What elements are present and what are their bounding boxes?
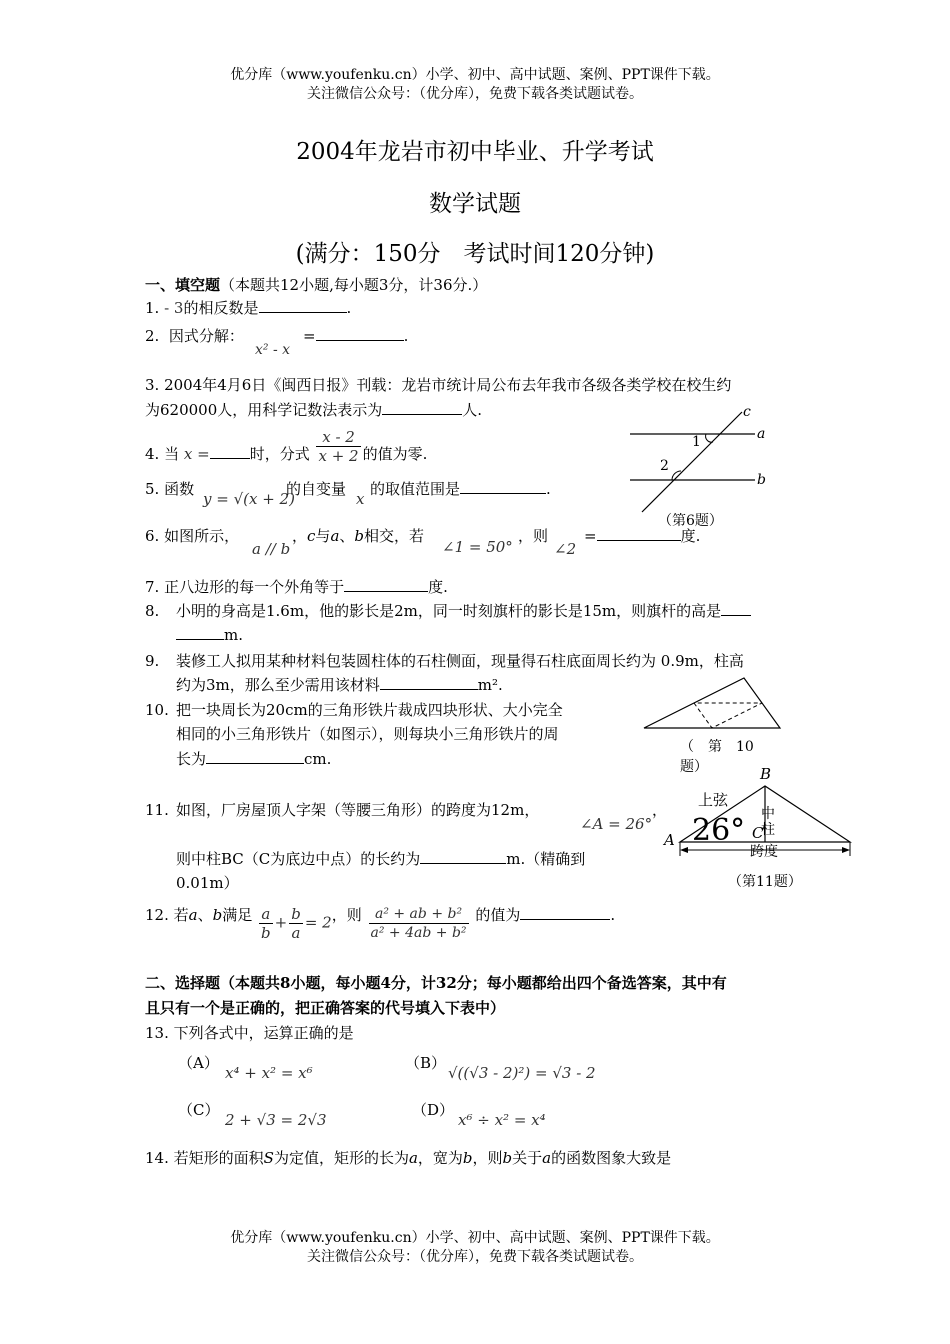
q11-arrow-right	[842, 847, 850, 853]
q5-rest2	[370, 479, 551, 499]
q5-expr: y = √(x + 2)	[203, 490, 295, 508]
q13-option-c-expr-wrap	[225, 1110, 327, 1130]
q6-angle1-arc	[706, 434, 713, 442]
q1-number: 1.	[145, 299, 160, 317]
q11-comma: ，	[652, 801, 668, 819]
q14-text1: 若矩形的面积	[173, 1149, 264, 1167]
q6-expr1-wrap	[252, 539, 290, 559]
q13-option-d-label: （D）	[412, 1101, 455, 1119]
question-8	[145, 601, 159, 621]
question-12	[145, 905, 615, 942]
exam-subject: 数学试题	[429, 191, 521, 217]
q6-text5-wrap	[518, 526, 548, 546]
q14-S: S	[263, 1149, 274, 1167]
q10-caption-2: 题）	[680, 759, 708, 775]
q9-line-1: 装修工人拟用某种材料包装圆柱体的石柱侧面，现量得石柱底面周长约为 0.9m，柱高	[176, 652, 744, 670]
footer-line-2: 关注微信公众号：（优分库），免费下载各类试题试卷。	[307, 1249, 643, 1265]
question-3-line-2	[145, 400, 482, 420]
q11-line-1: 如图，厂房屋顶人字架（等腰三角形）的跨度为12m，	[176, 801, 540, 819]
footer-line-1: 优分库（www.youfenku.cn）小学、初中、高中试题、案例、PPT课件下载。	[230, 1230, 720, 1246]
q2-expr: x² - x	[255, 342, 291, 358]
question-6	[145, 526, 239, 546]
q13-option-c-expr: 2 + √3 = 2√3	[225, 1111, 327, 1129]
q11-label-span: 跨度	[750, 844, 778, 860]
q4-text1: 当	[164, 444, 180, 463]
exam-info: (满分：150分 考试时间120分钟)	[295, 241, 655, 267]
question-2	[145, 326, 244, 346]
header-line-1: 优分库（www.youfenku.cn）小学、初中、高中试题、案例、PPT课件下载。	[230, 67, 720, 83]
q5-expr-wrap	[203, 489, 295, 509]
q14-text2: 为定值，矩形的长为	[273, 1149, 409, 1167]
q13-option-b-expr: √((√3 - 2)²) = √3 - 2	[448, 1064, 596, 1082]
q3-end: 人.	[462, 401, 483, 419]
q11-end: m.（精确到	[506, 850, 586, 868]
q11-expr: ∠A = 26°	[580, 815, 653, 833]
q12-f3-denominator: a² + 4ab + b²	[370, 925, 467, 941]
q13-option-c-label: （C）	[178, 1101, 220, 1119]
q12-text2: 满足	[222, 905, 253, 924]
header-line-2: 关注微信公众号：（优分库），免费下载各类试题试卷。	[307, 86, 643, 102]
q10-figure	[640, 672, 785, 732]
q14-a2: a	[542, 1149, 552, 1167]
q6-answer-blank[interactable]	[597, 526, 681, 541]
q14-number: 14.	[145, 1149, 169, 1167]
q6-text4: 相交，若	[364, 527, 425, 545]
q6-text6: =	[584, 527, 597, 545]
section2-line-2: 且只有一个是正确的，把正确答案的代号填入下表中）	[145, 999, 506, 1017]
q12-number: 12.	[145, 905, 169, 924]
section1-header	[145, 275, 487, 295]
question-13-stem: 13. 下列各式中，运算正确的是	[145, 1024, 354, 1042]
q11-label-A: A	[664, 831, 675, 849]
q12-sep: 、	[197, 905, 213, 924]
q5-text2: 的自变量	[286, 480, 347, 498]
q6-end: 度.	[680, 527, 701, 545]
q6-c: c	[307, 527, 316, 545]
q6-label-2: 2	[660, 458, 669, 474]
q11-arrow-left	[680, 847, 688, 853]
q8-answer-blank-1[interactable]	[721, 601, 751, 616]
q5-rest	[286, 479, 346, 499]
q1-end: .	[346, 299, 352, 317]
q13-option-a-expr: x⁴ + x² = x⁶	[225, 1064, 313, 1082]
q12-end: .	[610, 905, 616, 924]
q9-end: m².	[477, 676, 503, 694]
q12-b: b	[212, 905, 223, 924]
q12-plus: +	[274, 913, 288, 932]
q4-number: 4.	[145, 444, 160, 463]
q6-line-c	[642, 412, 742, 512]
q10-text: 长为	[176, 750, 207, 768]
q13-option-d[interactable]	[412, 1100, 454, 1120]
q13-option-b-label: （B）	[405, 1054, 447, 1072]
q12-f2-denominator: a	[291, 924, 301, 942]
q6-number: 6.	[145, 527, 160, 545]
q2-equals: =	[303, 327, 316, 345]
q6-expr2-wrap	[442, 537, 513, 557]
q14-b: b	[462, 1149, 473, 1167]
q11-text: 则中柱BC（C为底边中点）的长约为	[176, 850, 421, 868]
q9-number: 9.	[145, 652, 160, 670]
q3-text: 为620000人，用科学记数法表示为	[145, 401, 383, 419]
q13-option-b-expr-wrap	[448, 1063, 596, 1083]
q13-option-a[interactable]	[178, 1053, 219, 1073]
q13-option-b[interactable]	[405, 1053, 446, 1073]
q2-answer-blank[interactable]	[316, 326, 404, 341]
q6-text5: ，则	[518, 527, 549, 545]
q8-number: 8.	[145, 602, 160, 620]
q12-text3: ，则	[331, 905, 362, 924]
q10-end: cm.	[304, 750, 332, 768]
q13-option-d-expr: x⁶ ÷ x² = x⁴	[458, 1111, 546, 1129]
q13-option-c[interactable]	[178, 1100, 219, 1120]
q12-f1-numerator: a	[259, 905, 273, 924]
q12-answer-blank[interactable]	[520, 905, 610, 920]
q10-line-2: 相同的小三角形铁片（如图示），则每块小三角形铁片的周	[176, 725, 559, 743]
q6-label-1: 1	[692, 434, 701, 450]
q8-line-1	[176, 601, 751, 621]
q14-text3: ，宽为	[417, 1149, 463, 1167]
q12-fraction-3	[369, 905, 469, 942]
q11-label-C: C	[752, 824, 764, 842]
q5-var-wrap	[356, 489, 364, 509]
q6-caption: （第6题）	[658, 513, 723, 529]
q8-answer-blank-2[interactable]	[176, 625, 224, 640]
q11-answer-blank[interactable]	[420, 849, 506, 864]
question-3-line-1: 3. 2004年4月6日《闽西日报》刊载：龙岩市统计局公布去年我市各级各类学校在校生约	[145, 376, 732, 394]
q1-text: 的相反数是	[183, 299, 259, 317]
q10-line-1: 把一块周长为20cm的三角形铁片裁成四块形状、大小完全	[176, 701, 563, 719]
question-9	[145, 651, 159, 671]
q6-expr3-wrap	[554, 539, 576, 559]
q2-text: 因式分解：	[168, 327, 244, 345]
q2-number: 2.	[145, 327, 160, 345]
q6-text2: ，	[292, 527, 308, 545]
q14-b2: b	[502, 1149, 513, 1167]
q11-line-2	[176, 849, 585, 869]
q12-fraction-2	[289, 905, 303, 942]
question-11	[145, 800, 169, 820]
section2-line-1: 二、选择题（本题共8小题，每小题4分，计32分；每小题都给出四个备选答案，其中有	[145, 974, 727, 992]
q10-line-3	[176, 749, 331, 769]
q11-label-post-2: 柱	[761, 822, 775, 838]
q9-line-2	[176, 675, 503, 695]
q6-expr2: ∠1 = 50°	[442, 538, 513, 556]
q13-option-a-expr-wrap	[225, 1063, 313, 1083]
q7-end: 度.	[428, 578, 448, 596]
q1-expr: - 3	[164, 299, 184, 317]
q10-midline-triangle	[694, 703, 762, 728]
q6-a: a	[330, 527, 340, 545]
q11-figure	[660, 762, 855, 892]
exam-title: 2004年龙岩市初中毕业、升学考试	[296, 139, 654, 165]
section1-heading: 一、填空题	[145, 276, 221, 294]
q4-fraction	[316, 428, 360, 465]
q12-f3-numerator: a² + ab + b²	[369, 905, 469, 924]
question-4	[145, 428, 427, 465]
q10-caption-1: （ 第 10	[680, 739, 754, 755]
q8-text: 小明的身高是1.6m，他的影长是2m，同一时刻旗杆的影长是15m，则旗杆的高是	[176, 602, 722, 620]
q12-equals: = 2	[304, 913, 332, 932]
q10-number: 10.	[145, 701, 169, 719]
q1-answer-blank[interactable]	[259, 298, 347, 313]
q12-f2-numerator: b	[291, 905, 301, 923]
q2-answer-wrap	[303, 326, 408, 346]
question-1	[145, 298, 351, 318]
q7-text: 7. 正八边形的每一个外角等于	[145, 578, 345, 596]
section1-note: （本题共12小题,每小题3分，计36分.）	[220, 276, 488, 294]
q7-answer-blank[interactable]	[344, 577, 428, 592]
question-7	[145, 577, 448, 597]
q11-label-post-1: 中	[761, 806, 775, 822]
q4-fraction-numerator: x - 2	[316, 428, 360, 447]
q11-label-B: B	[760, 765, 772, 783]
q6-mid	[292, 526, 424, 546]
q5-text1: 函数	[164, 480, 195, 498]
q12-fraction-1	[259, 905, 273, 942]
q4-answer-blank[interactable]	[210, 444, 250, 459]
q4-fraction-denominator: x + 2	[318, 447, 359, 465]
q11-label-angle: 26°	[692, 813, 746, 848]
q13-option-d-expr-wrap	[458, 1110, 546, 1130]
q6-label-a: a	[757, 426, 766, 442]
q11-caption: （第11题）	[728, 874, 802, 890]
q6-sep: 、	[339, 527, 355, 545]
q5-var: x	[356, 490, 365, 508]
q2-expr-wrap	[255, 340, 290, 360]
q12-text1: 若	[173, 905, 189, 924]
q6-label-b: b	[757, 472, 766, 488]
q11-number: 11.	[145, 801, 169, 819]
q10-answer-blank[interactable]	[206, 749, 304, 764]
q11-label-top-chord: 上弦	[698, 791, 729, 809]
q13-option-a-label: （A）	[178, 1054, 219, 1072]
q5-answer-blank[interactable]	[460, 479, 546, 494]
q14-text5: 关于	[512, 1149, 543, 1167]
q5-number: 5.	[145, 480, 160, 498]
q4-text2: 时，分式	[249, 444, 310, 463]
q6-label-c: c	[743, 404, 751, 420]
q9-text: 约为3m，那么至少需用该材料	[176, 676, 380, 694]
q5-text3: 的取值范围是	[370, 480, 461, 498]
question-14	[145, 1148, 671, 1168]
q3-answer-blank[interactable]	[382, 400, 462, 415]
q14-a: a	[408, 1149, 418, 1167]
q6-text3: 与	[315, 527, 331, 545]
q2-end: .	[403, 327, 409, 345]
q12-text4: 的值为	[475, 905, 521, 924]
q6-b: b	[354, 527, 365, 545]
q12-f1-denominator: b	[261, 924, 271, 942]
q4-var: x =	[183, 444, 210, 463]
q6-answer-wrap	[584, 526, 700, 546]
q9-answer-blank[interactable]	[380, 675, 478, 690]
q14-text4: ，则	[472, 1149, 503, 1167]
q4-text3: 的值为零.	[362, 444, 428, 463]
q6-figure	[620, 400, 780, 530]
q11-line-3: 0.01m）	[176, 874, 239, 892]
question-5	[145, 479, 194, 499]
q6-angle2-arc	[672, 471, 681, 480]
q12-a: a	[188, 905, 198, 924]
q8-line-2	[176, 625, 243, 645]
q6-expr3: ∠2	[554, 540, 577, 558]
q5-end: .	[546, 480, 551, 498]
question-10	[145, 700, 169, 720]
q6-expr1: a // b	[252, 540, 291, 558]
q14-text6: 的函数图象大致是	[551, 1149, 672, 1167]
q8-end: m.	[224, 626, 243, 644]
q11-expr-wrap	[580, 814, 652, 834]
q6-text1: 如图所示，	[164, 527, 240, 545]
